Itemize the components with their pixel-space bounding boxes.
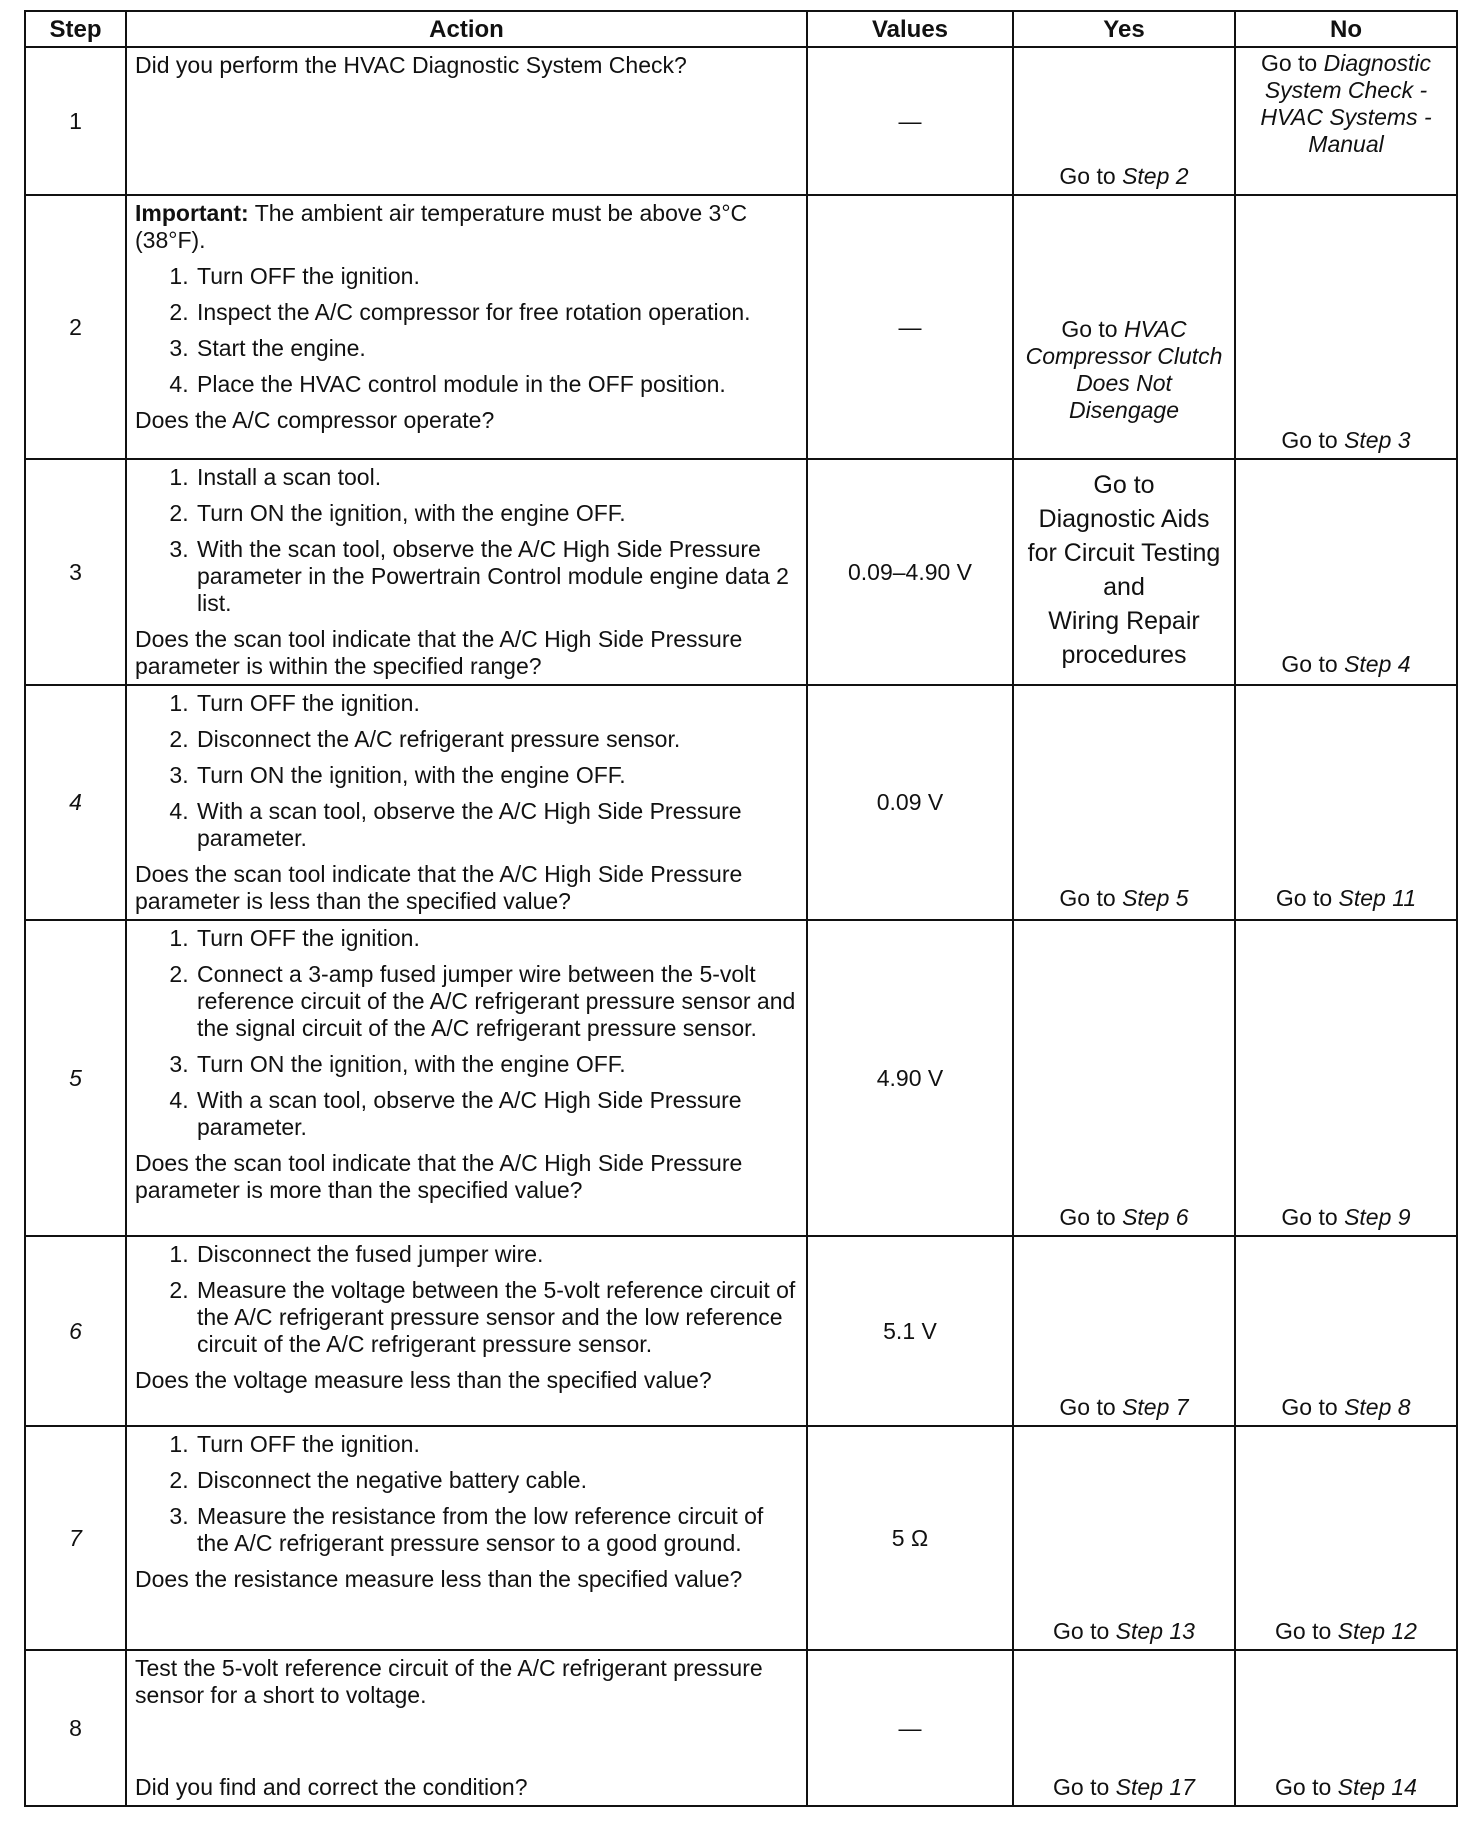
action-cell [126, 47, 807, 195]
action-step: 4. Place the HVAC control module in the OFF position. [195, 371, 798, 398]
action-step: 3. Turn ON the ignition, with the engine OFF. [195, 762, 798, 789]
no-cell [1235, 47, 1457, 195]
no-cell [1235, 1236, 1457, 1426]
table-row [25, 47, 1457, 195]
action-step: 1. Install a scan tool. [195, 464, 798, 491]
action-question: Did you find and correct the condition? [135, 1774, 528, 1800]
table-row [25, 195, 1457, 459]
action-step: 1. Turn OFF the ignition. [195, 263, 798, 290]
value-cell: 0.09–4.90 V [807, 459, 1013, 685]
step-number: 2 [25, 195, 126, 459]
action-step: 2. Measure the voltage between the 5-volt reference circuit of the A/C refrigerant pressure sensor and the low reference circuit of the A/C refrigerant pressure sensor. [195, 1277, 798, 1358]
value-cell: 5.1 V [807, 1236, 1013, 1426]
action-text: Test the 5-volt reference circuit of the A/C refrigerant pressure sensor for a short to voltage. [135, 1655, 763, 1708]
no-cell [1235, 685, 1457, 920]
header-values: Values [807, 11, 1013, 47]
value-cell: — [807, 195, 1013, 459]
action-cell [126, 459, 807, 685]
header-row [25, 11, 1457, 47]
yes-target: Go to Step 6 [1059, 1204, 1189, 1230]
no-target: Go to Step 8 [1281, 1394, 1411, 1420]
action-question: Does the scan tool indicate that the A/C High Side Pressure parameter is more than the specified value? [135, 1150, 743, 1203]
header-action: Action [126, 11, 807, 47]
action-step: 2. Inspect the A/C compressor for free rotation operation. [195, 299, 798, 326]
yes-target: Go to Step 7 [1059, 1394, 1189, 1420]
action-cell [126, 1650, 807, 1806]
step-number: 7 [25, 1426, 126, 1650]
step-number: 6 [25, 1236, 126, 1426]
action-cell [126, 920, 807, 1236]
yes-target: Go to Step 17 [1053, 1774, 1195, 1800]
header-yes: Yes [1013, 11, 1235, 47]
table-row [25, 1426, 1457, 1650]
step-number: 3 [25, 459, 126, 685]
header-no: No [1235, 11, 1457, 47]
table-row [25, 459, 1457, 685]
yes-target: Go to HVAC Compressor Clutch Does Not Disengage [1025, 316, 1223, 423]
yes-target: Go to Step 2 [1059, 163, 1189, 189]
action-step: 1. Turn OFF the ignition. [195, 1431, 798, 1458]
action-step: 3. Measure the resistance from the low reference circuit of the A/C refrigerant pressure sensor to a good ground. [195, 1503, 798, 1557]
no-target: Go to Step 12 [1275, 1618, 1417, 1644]
action-step: 4. With a scan tool, observe the A/C High Side Pressure parameter. [195, 798, 798, 852]
table-row [25, 920, 1457, 1236]
table-row [25, 1650, 1457, 1806]
action-step: 2. Disconnect the negative battery cable. [195, 1467, 798, 1494]
yes-cell [1013, 1426, 1235, 1650]
no-target: Go to Step 14 [1275, 1774, 1417, 1800]
yes-cell [1013, 459, 1235, 685]
yes-cell [1013, 920, 1235, 1236]
action-step: 1. Turn OFF the ignition. [195, 925, 798, 952]
no-cell [1235, 195, 1457, 459]
action-question: Does the scan tool indicate that the A/C High Side Pressure parameter is less than the specified value? [135, 861, 743, 914]
yes-cell [1013, 685, 1235, 920]
action-step: 2. Disconnect the A/C refrigerant pressure sensor. [195, 726, 798, 753]
no-cell [1235, 920, 1457, 1236]
no-target: Go to Step 4 [1281, 651, 1411, 677]
value-cell: 5 Ω [807, 1426, 1013, 1650]
no-target: Go to Step 11 [1275, 885, 1417, 911]
step-number: 8 [25, 1650, 126, 1806]
table-row [25, 1236, 1457, 1426]
action-step: 1. Disconnect the fused jumper wire. [195, 1241, 798, 1268]
important-note: Important: The ambient air temperature must be above 3°C (38°F). [135, 200, 748, 253]
step-number: 1 [25, 47, 126, 195]
action-text: Did you perform the HVAC Diagnostic System Check? [135, 52, 687, 78]
action-question: Does the scan tool indicate that the A/C High Side Pressure parameter is within the specified range? [135, 626, 743, 679]
table-row [25, 685, 1457, 920]
action-question: Does the A/C compressor operate? [135, 407, 495, 433]
header-step: Step [25, 11, 126, 47]
yes-cell [1013, 1650, 1235, 1806]
diagnostic-table [24, 10, 1458, 1807]
action-question: Does the voltage measure less than the specified value? [135, 1367, 712, 1393]
no-cell [1235, 459, 1457, 685]
action-step: 3. With the scan tool, observe the A/C High Side Pressure parameter in the Powertrain Control module engine data 2 list. [195, 536, 798, 617]
no-target: Go to Step 3 [1281, 427, 1411, 453]
no-cell [1235, 1650, 1457, 1806]
step-number: 5 [25, 920, 126, 1236]
action-step: 2. Turn ON the ignition, with the engine OFF. [195, 500, 798, 527]
action-step: 1. Turn OFF the ignition. [195, 690, 798, 717]
action-cell [126, 1236, 807, 1426]
yes-target: Go to Diagnostic Aids for Circuit Testing and Wiring Repair procedures [1027, 471, 1221, 669]
step-number: 4 [25, 685, 126, 920]
action-cell [126, 1426, 807, 1650]
action-step: 4. With a scan tool, observe the A/C High Side Pressure parameter. [195, 1087, 798, 1141]
action-question: Does the resistance measure less than the specified value? [135, 1566, 743, 1592]
yes-cell [1013, 195, 1235, 459]
no-cell [1235, 1426, 1457, 1650]
no-target: Go to Diagnostic System Check - HVAC Systems - Manual [1260, 50, 1432, 157]
yes-cell [1013, 47, 1235, 195]
yes-cell [1013, 1236, 1235, 1426]
value-cell: 4.90 V [807, 920, 1013, 1236]
yes-target: Go to Step 13 [1053, 1618, 1195, 1644]
action-cell [126, 685, 807, 920]
action-step: 3. Turn ON the ignition, with the engine OFF. [195, 1051, 798, 1078]
action-cell [126, 195, 807, 459]
yes-target: Go to Step 5 [1059, 885, 1189, 911]
action-step: 3. Start the engine. [195, 335, 798, 362]
value-cell: — [807, 1650, 1013, 1806]
no-target: Go to Step 9 [1281, 1204, 1411, 1230]
value-cell: 0.09 V [807, 685, 1013, 920]
value-cell: — [807, 47, 1013, 195]
action-step: 2. Connect a 3-amp fused jumper wire between the 5-volt reference circuit of the A/C refrigerant pressure sensor and the signal circuit of the A/C refrigerant pressure sensor. [195, 961, 798, 1042]
